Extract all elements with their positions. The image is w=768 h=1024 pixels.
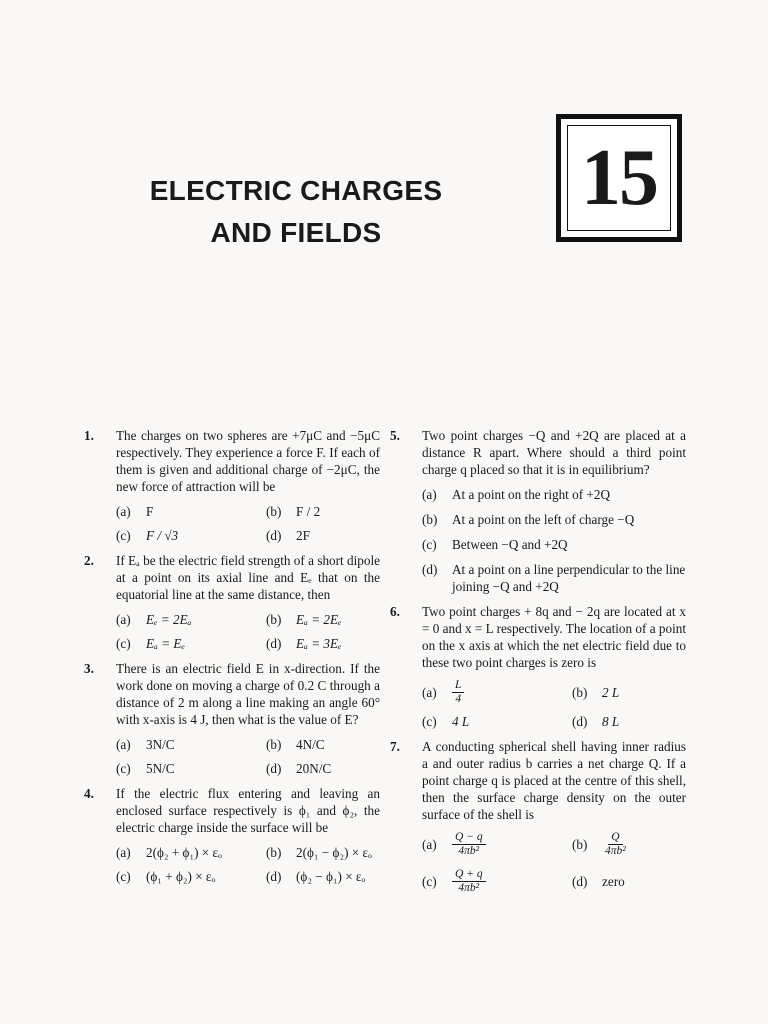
option-a: (a) At a point on the right of +2Q [422,487,610,502]
option-c: (c) Between −Q and +2Q [422,537,568,552]
question-number: 4. [84,786,94,801]
question-number: 2. [84,553,94,568]
question-text: Two point charges + 8q and − 2q are located at x = 0 and x = L respectively. The location of a point on the x axis at which the net electric field due to these two point charges is zero is [422,604,686,670]
option-a: (a) Eₑ = 2Eₐ [116,612,192,627]
question-text: There is an electric field E in x-direction. If the work done on moving a charge of 0.2 C through a distance of 2 m along a line making an angle 60° with x-axis is 4 J, then what is the value of E? [116,661,380,727]
options [422,679,686,730]
right-column [390,427,686,903]
option-b: (b) 4N/C [266,737,325,752]
question-number: 5. [390,428,400,443]
options [116,844,380,885]
question-text: A conducting spherical shell having inner radius a and outer radius b carries a net charge Q. If a point charge q is placed at the centre of this shell, then the surface charge density on the outer surface of the shell is [422,739,686,822]
option-b: (b) 2(ϕ₁ − ϕ₂) × εₒ [266,845,372,860]
left-column [84,427,380,893]
question-number: 3. [84,661,94,676]
chapter-title [140,170,452,254]
option-c: (c) Eₐ = Eₑ [116,636,185,651]
chapter-title-line1: ELECTRIC CHARGES [149,175,443,206]
option-a: (a) 3N/C [116,737,175,752]
option-d: (d) 20N/C [266,761,332,776]
option-d: (d) 2F [266,528,310,543]
option-d: (d) (ϕ₂ − ϕ₁) × εₒ [266,869,366,884]
option-b: (b) At a point on the left of charge −Q [422,512,635,527]
option-c: (c) $\frac{Q + q}{\text{4πb²}}$ [422,868,572,895]
option-d: (d) At a point on a line perpendicular to the line joining −Q and +2Q [422,562,686,594]
option-b: (b) 2 L [572,685,620,700]
option-b: (b) Eₐ = 2Eₑ [266,612,342,627]
option-d: (d) zero [572,874,625,889]
chapter-title-line2: AND FIELDS [210,217,382,248]
option-c: (c) (ϕ₁ + ϕ₂) × εₒ [116,869,216,884]
question-4 [84,785,380,885]
question-3 [84,660,380,777]
question-text: The charges on two spheres are +7μC and −5μC respectively. They experience a force F. If each of them is given and additional charge of −2μC, the new force of attraction will be [116,428,380,494]
question-7 [390,738,686,895]
question-5 [390,427,686,595]
question-number: 7. [390,739,400,754]
option-c: (c) 4 L [422,714,470,729]
option-d: (d) Eₐ = 3Eₑ [266,636,342,651]
fraction: $\frac{Q}{\text{4πb²}}$ [605,831,626,857]
option-a: (a) F [116,504,154,519]
question-text: If Eₐ be the electric field strength of a short dipole at a point on its axial line and Eₑ that on the equatorial line at the same distance, then [116,553,380,602]
fraction: $\frac{Q - q}{\text{4πb²}}$ [452,831,486,858]
chapter-number: 15 [581,134,657,222]
question-2 [84,552,380,652]
chapter-number-box [556,114,682,242]
question-6 [390,603,686,730]
fraction: $\frac{L}{4}$ [452,679,464,706]
option-a: (a) $\frac{L}{4}$ [422,679,572,706]
option-c: (c) 5N/C [116,761,175,776]
options [422,486,686,595]
option-a: (a) 2(ϕ₂ + ϕ₁) × εₒ [116,845,222,860]
options [116,736,380,777]
fraction: $\frac{Q + q}{\text{4πb²}}$ [452,868,486,895]
question-text: If the electric flux entering and leaving an enclosed surface respectively is ϕ₁ and ϕ₂, the electric charge inside the surface will be [116,786,380,835]
question-number: 6. [390,604,400,619]
option-b: (b) $\frac{Q}{\text{4πb²}}$ [572,831,686,858]
option-c: (c) F / √3 [116,528,179,543]
option-b: (b) F / 2 [266,504,321,519]
option-d: (d) 8 L [572,714,620,729]
options [116,503,380,544]
question-text: Two point charges −Q and +2Q are placed at a distance R apart. Where should a third point charge q placed so that it is in equilibrium? [422,428,686,477]
options [422,831,686,895]
question-number: 1. [84,428,94,443]
question-1 [84,427,380,544]
option-a: (a) $\frac{Q - q}{\text{4πb²}}$ [422,831,572,858]
options [116,611,380,652]
